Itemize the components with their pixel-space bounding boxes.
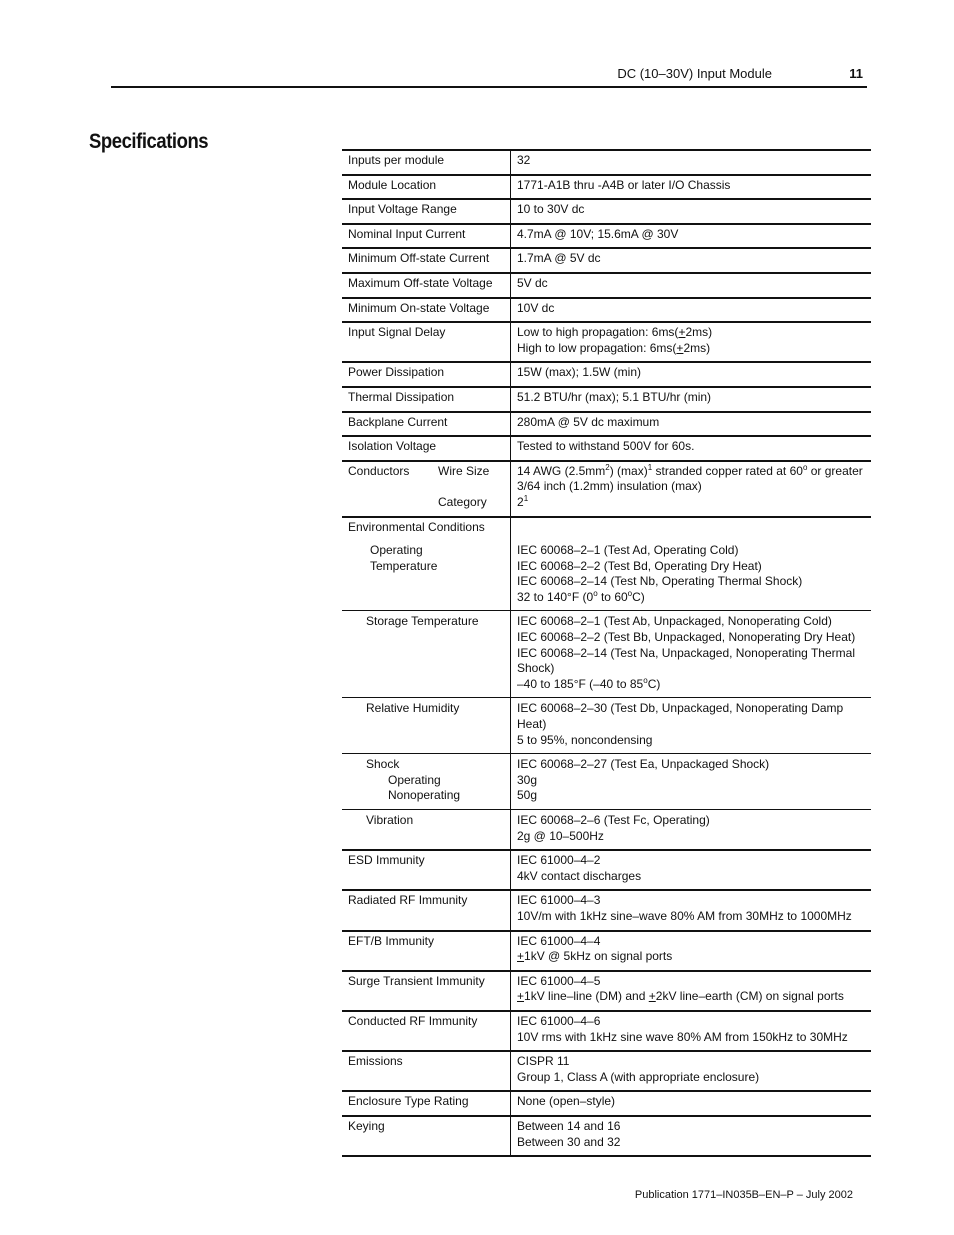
value-line: Group 1, Class A (with appropriate enclosure)	[517, 1069, 760, 1084]
row-value	[511, 1011, 872, 1051]
degree-sign: o	[627, 588, 633, 598]
row-value: 5V dc	[511, 273, 872, 298]
value-line: IEC 61000–4–6	[517, 1013, 601, 1028]
table-row	[342, 611, 871, 698]
table-row	[342, 362, 871, 387]
table-row	[342, 517, 871, 611]
value-line: IEC 60068–2–6 (Test Fc, Operating)	[517, 813, 710, 827]
publication-footer: Publication 1771–IN035B–EN–P – July 2002	[634, 1189, 853, 1201]
conductors-label-line	[348, 464, 504, 480]
value-line	[517, 464, 865, 480]
row-label: Radiated RF Immunity	[342, 890, 511, 930]
value-line: IEC 60068–2–1 (Test Ad, Operating Cold)	[517, 543, 739, 558]
spacer	[517, 520, 865, 536]
value-line	[517, 325, 865, 341]
table-row	[342, 199, 871, 224]
text: 2ms)	[685, 325, 713, 340]
row-value	[511, 890, 872, 930]
value-line: IEC 60068–2–2 (Test Bb, Unpackaged, Nonoperating Dry Heat)	[517, 630, 856, 645]
table-row	[342, 931, 871, 971]
spacer	[348, 479, 504, 495]
row-value: 280mA @ 5V dc maximum	[511, 412, 872, 437]
value-line: 2g @ 10–500Hz	[517, 828, 604, 843]
table-row	[342, 387, 871, 412]
row-value: 32	[511, 150, 872, 175]
row-value	[511, 322, 872, 362]
value-line: 3/64 inch (1.2mm) insulation (max)	[517, 479, 702, 494]
row-label: Enclosure Type Rating	[342, 1091, 511, 1116]
text: 1kV @ 5kHz on signal ports	[524, 949, 673, 964]
table-row	[342, 461, 871, 517]
value-line: 10V/m with 1kHz sine–wave 80% AM from 30MHz to 1000MHz	[517, 908, 852, 923]
row-value	[511, 611, 872, 698]
row-value	[511, 1051, 872, 1091]
storage-temperature-label: Storage Temperature	[366, 614, 479, 629]
shock-label: Shock	[366, 757, 400, 772]
row-label	[342, 517, 511, 611]
row-label: Input Signal Delay	[342, 322, 511, 362]
value-line: IEC 61000–4–5	[517, 973, 601, 988]
row-label: Power Dissipation	[342, 362, 511, 387]
text: stranded copper rated at 60	[652, 463, 803, 478]
degree-sign: o	[802, 462, 808, 472]
spacer	[348, 535, 504, 543]
table-row	[342, 436, 871, 461]
footnote-marker: 1	[523, 493, 529, 503]
text: or greater	[807, 463, 863, 478]
superscript: 2	[605, 462, 610, 472]
row-value: 51.2 BTU/hr (max); 5.1 BTU/hr (min)	[511, 387, 872, 412]
plus-minus-sign: +	[517, 949, 525, 964]
row-value	[511, 1116, 872, 1156]
row-label	[342, 698, 511, 754]
degree-sign: o	[643, 675, 648, 685]
text: 1kV line–line (DM) and	[524, 989, 649, 1004]
value-line: 50g	[517, 788, 538, 803]
text: 32 to 140°F (0	[517, 589, 594, 604]
table-row	[342, 175, 871, 200]
value-line: 5 to 95%, noncondensing	[517, 732, 653, 747]
value-line: IEC 60068–2–14 (Test Na, Unpackaged, Nonoperating Thermal Shock)	[517, 645, 855, 676]
row-value: 15W (max); 1.5W (min)	[511, 362, 872, 387]
value-line: IEC 61000–4–4	[517, 933, 601, 948]
text: 2kV line–earth (CM) on signal ports	[655, 989, 844, 1004]
row-label: ESD Immunity	[342, 850, 511, 890]
relative-humidity-label: Relative Humidity	[366, 701, 460, 716]
row-value: Tested to withstand 500V for 60s.	[511, 436, 872, 461]
row-label: Emissions	[342, 1051, 511, 1091]
temperature-label: Temperature	[370, 558, 438, 573]
section-title: Specifications	[89, 130, 209, 153]
value-line: IEC 60068–2–27 (Test Ea, Unpackaged Shock)	[517, 757, 770, 772]
row-value	[511, 517, 872, 611]
value-line: Between 30 and 32	[517, 1134, 621, 1149]
wire-size-label: Wire Size	[438, 463, 490, 478]
row-value	[511, 698, 872, 754]
row-label: Backplane Current	[342, 412, 511, 437]
row-value: 4.7mA @ 10V; 15.6mA @ 30V	[511, 224, 872, 249]
value-line	[517, 341, 865, 357]
text: 2	[517, 494, 524, 509]
table-row	[342, 1051, 871, 1091]
row-label	[342, 461, 511, 517]
environmental-label: Environmental Conditions	[348, 519, 485, 534]
table-row	[342, 698, 871, 754]
row-value: None (open–style)	[511, 1091, 872, 1116]
row-label: Isolation Voltage	[342, 436, 511, 461]
row-label: Minimum Off-state Current	[342, 248, 511, 273]
row-label: Surge Transient Immunity	[342, 971, 511, 1011]
row-label	[342, 754, 511, 810]
table-row	[342, 754, 871, 810]
row-value: 10 to 30V dc	[511, 199, 872, 224]
value-line: 30g	[517, 772, 538, 787]
row-value: 1.7mA @ 5V dc	[511, 248, 872, 273]
value-line	[517, 495, 865, 511]
row-label: Thermal Dissipation	[342, 387, 511, 412]
row-value	[511, 461, 872, 517]
text: ) (max)	[609, 463, 648, 478]
header-rule	[111, 86, 867, 88]
text: High to low propagation: 6ms(	[517, 340, 677, 355]
value-line: IEC 60068–2–2 (Test Bd, Operating Dry Heat)	[517, 558, 762, 573]
row-label	[342, 810, 511, 851]
row-label: Minimum On-state Voltage	[342, 298, 511, 323]
row-label: Nominal Input Current	[342, 224, 511, 249]
table-row	[342, 322, 871, 362]
row-label: EFT/B Immunity	[342, 931, 511, 971]
text: –40 to 185°F (–40 to 85	[517, 676, 644, 691]
value-line	[517, 949, 865, 965]
table-row	[342, 273, 871, 298]
table-row	[342, 1116, 871, 1156]
table-row	[342, 850, 871, 890]
table-row	[342, 412, 871, 437]
vibration-label: Vibration	[366, 813, 414, 827]
table-row	[342, 971, 871, 1011]
row-value	[511, 850, 872, 890]
shock-nonoperating-label: Nonoperating	[388, 788, 461, 803]
value-line	[517, 677, 865, 693]
table-row	[342, 890, 871, 930]
row-value	[511, 931, 872, 971]
table-row	[342, 248, 871, 273]
page-number: 11	[849, 66, 863, 81]
row-value	[511, 810, 872, 851]
specifications-table	[342, 149, 871, 1157]
row-label: Maximum Off-state Voltage	[342, 273, 511, 298]
plus-minus-sign: +	[517, 989, 525, 1004]
row-value: 10V dc	[511, 298, 872, 323]
row-label	[342, 611, 511, 698]
text: 14 AWG (2.5mm	[517, 463, 606, 478]
row-label: Input Voltage Range	[342, 199, 511, 224]
spacer	[517, 535, 865, 543]
value-line: IEC 61000–4–3	[517, 893, 601, 908]
row-label: Module Location	[342, 175, 511, 200]
degree-sign: o	[593, 588, 598, 598]
shock-operating-label: Operating	[388, 772, 441, 787]
table-row	[342, 150, 871, 175]
plus-minus-sign: +	[678, 325, 686, 340]
category-label: Category	[438, 494, 487, 509]
value-line: IEC 60068–2–14 (Test Nb, Operating Thermal Shock)	[517, 574, 803, 589]
value-line: IEC 60068–2–30 (Test Db, Unpackaged, Nonoperating Damp Heat)	[517, 701, 844, 732]
text: to 60	[597, 589, 628, 604]
row-label: Keying	[342, 1116, 511, 1156]
conductors-label: Conductors	[348, 463, 410, 478]
value-line	[517, 590, 865, 606]
table-row	[342, 224, 871, 249]
value-line: CISPR 11	[517, 1054, 570, 1069]
row-label: Conducted RF Immunity	[342, 1011, 511, 1051]
value-line: 10V rms with 1kHz sine wave 80% AM from 150kHz to 30MHz	[517, 1029, 848, 1044]
table-row	[342, 1011, 871, 1051]
text: C)	[647, 676, 661, 691]
plus-minus-sign: +	[648, 989, 656, 1004]
table-row	[342, 298, 871, 323]
value-line: Between 14 and 16	[517, 1118, 621, 1133]
table-row	[342, 1091, 871, 1116]
row-label: Inputs per module	[342, 150, 511, 175]
text: C)	[632, 589, 645, 604]
table-row	[342, 810, 871, 851]
operating-label: Operating	[370, 543, 423, 558]
row-value	[511, 754, 872, 810]
text: 2ms)	[683, 340, 711, 355]
value-line: IEC 61000–4–2	[517, 853, 601, 868]
plus-minus-sign: +	[676, 340, 684, 355]
running-header-title: DC (10–30V) Input Module	[617, 66, 772, 81]
value-line: IEC 60068–2–1 (Test Ab, Unpackaged, Nonoperating Cold)	[517, 614, 832, 629]
text: Low to high propagation: 6ms(	[517, 325, 679, 340]
row-value	[511, 971, 872, 1011]
value-line: 4kV contact discharges	[517, 868, 642, 883]
footnote-marker: 1	[647, 462, 653, 472]
row-value: 1771-A1B thru -A4B or later I/O Chassis	[511, 175, 872, 200]
value-line	[517, 989, 865, 1005]
